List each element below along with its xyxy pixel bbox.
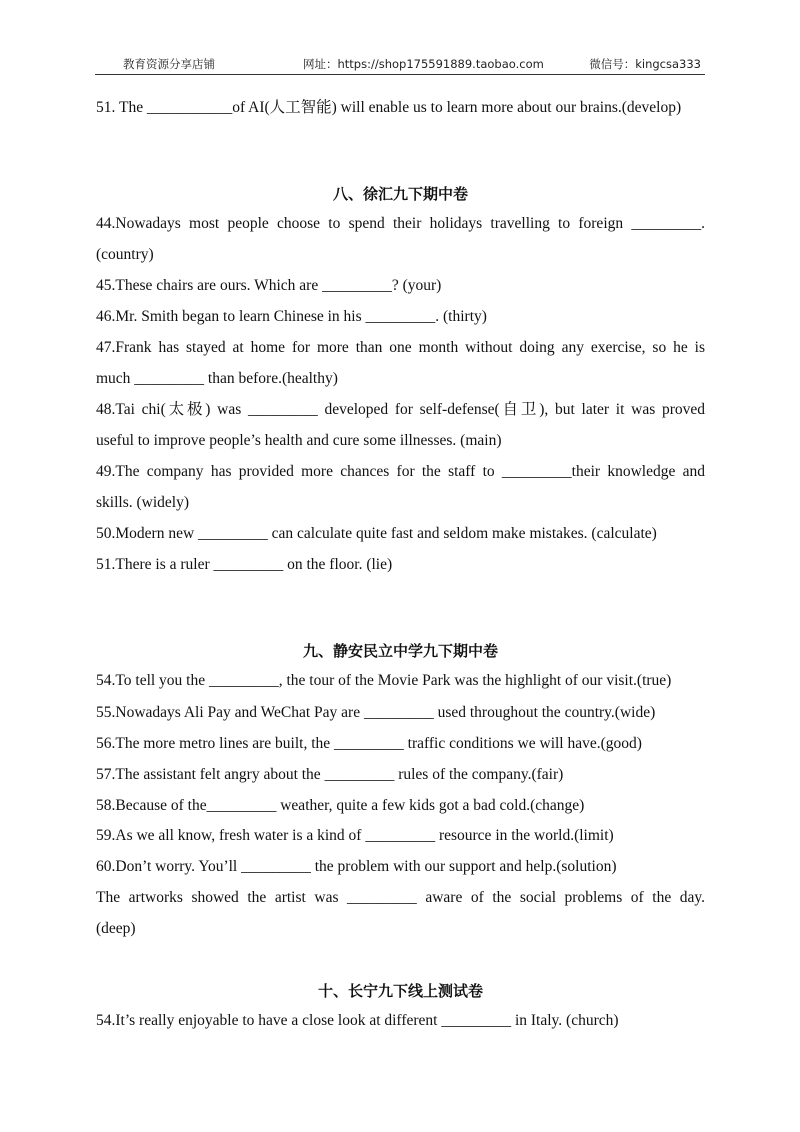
page-header [95, 56, 705, 74]
section-title-xuhui: 八、徐汇九下期中卷 [332, 185, 468, 203]
exercise-line: 60.Don’t worry. You’ll _________ the problem with our support and help.(solution) [96, 858, 617, 875]
header-wechat: 微信号：kingcsa333 [589, 57, 701, 71]
exercise-line: 46.Mr. Smith began to learn Chinese in his _________. (thirty) [96, 308, 487, 325]
exercise-line: 47.Frank has stayed at home for more than one month without doing any exercise, so he is [96, 339, 705, 356]
exercise-line: 56.The more metro lines are built, the _________ traffic conditions we will have.(good) [96, 735, 642, 752]
exercise-line: skills. (widely) [96, 494, 189, 511]
header-shop-name: 教育资源分享店铺 [123, 57, 215, 71]
section-title-jingan: 九、静安民立中学九下期中卷 [302, 642, 498, 660]
exercise-line: 45.These chairs are ours. Which are _________? (your) [96, 277, 442, 294]
exercise-line: 57.The assistant felt angry about the _________ rules of the company.(fair) [96, 766, 564, 783]
exercise-line: The artworks showed the artist was _________ aware of the social problems of the day. [96, 889, 705, 906]
exercise-line: much _________ than before.(healthy) [96, 370, 338, 387]
exercise-line: 55.Nowadays Ali Pay and WeChat Pay are _________ used throughout the country.(wide) [96, 704, 656, 721]
exercise-line: 51.There is a ruler _________ on the floor. (lie) [96, 556, 393, 573]
exercise-line: 49.The company has provided more chances for the staff to _________their knowledge and [96, 463, 705, 480]
header-website[interactable]: 网址：https://shop175591889.taobao.com [303, 57, 544, 71]
exercise-line: 50.Modern new _________ can calculate quite fast and seldom make mistakes. (calculate) [96, 525, 657, 542]
exercise-line: 59.As we all know, fresh water is a kind of _________ resource in the world.(limit) [96, 827, 614, 844]
exercise-line: 48.Tai chi(太极) was _________ developed for self-defense(自卫), but later it was proved [96, 401, 705, 418]
exercise-line: 54.It’s really enjoyable to have a close look at different _________ in Italy. (church) [96, 1012, 619, 1029]
exercise-line: (deep) [96, 920, 136, 937]
exercise-line: 51. The ___________of AI(人工智能) will enable us to learn more about our brains.(develop) [96, 99, 682, 116]
exercise-line: useful to improve people’s health and cure some illnesses. (main) [96, 432, 502, 449]
exercise-line: 44.Nowadays most people choose to spend their holidays travelling to foreign _________. [96, 215, 705, 232]
section-title-changning: 十、长宁九下线上测试卷 [317, 982, 483, 1000]
exercise-line: 58.Because of the_________ weather, quite a few kids got a bad cold.(change) [96, 797, 585, 814]
exercise-line: (country) [96, 246, 154, 263]
header-divider [95, 74, 705, 75]
exercise-line: 54.To tell you the _________, the tour of the Movie Park was the highlight of our visit.(true) [96, 672, 672, 689]
